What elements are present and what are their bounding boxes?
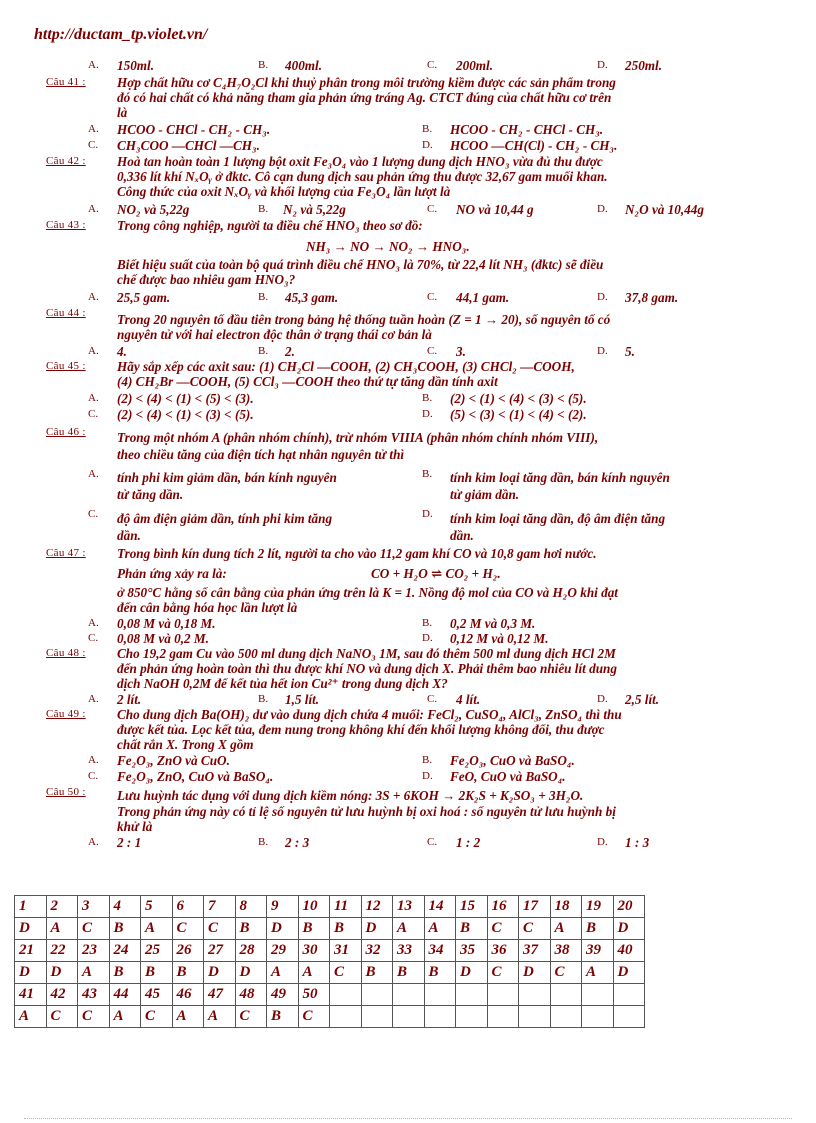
option-letter: C.: [427, 291, 438, 303]
option-letter: B.: [258, 836, 269, 848]
question-text-line: 25,5 gam.: [117, 290, 171, 305]
question-text-line: 0,08 M và 0,18 M.: [117, 616, 216, 631]
question-number-cell: 30: [298, 940, 330, 962]
question-number-cell: 11: [330, 896, 362, 918]
question-number-cell: 33: [393, 940, 425, 962]
answer-cell: A: [109, 1006, 141, 1028]
answer-cell: A: [550, 918, 582, 940]
question-text-line: 2 lít.: [117, 692, 142, 707]
question-number-cell: [487, 984, 519, 1006]
question-number-cell: 20: [613, 896, 645, 918]
question-text-line: 250ml.: [625, 58, 662, 73]
answer-cell: D: [519, 962, 551, 984]
question-number-cell: 24: [109, 940, 141, 962]
question-text-line: 150ml.: [117, 58, 154, 73]
question-text-line: 44,1 gam.: [456, 290, 510, 305]
question-text-line: FeO, CuO và BaSO₄.: [450, 769, 566, 784]
question-text-line: ở 850°C hằng số cân bằng của phản ứng trên là K = 1. Nồng độ mol của CO và H₂O khi đạt: [117, 585, 618, 600]
question-text-line: 2 : 3: [285, 835, 310, 850]
question-text-line: Công thức của oxit NₓOᵧ và khối lượng của Fe₃O₄ lần lượt là: [117, 184, 451, 199]
question-number-cell: [424, 984, 456, 1006]
question-number-cell: 25: [141, 940, 173, 962]
question-number: Câu 47 :: [46, 547, 86, 559]
question-number-cell: 47: [204, 984, 236, 1006]
question-text-line: NO và 10,44 g: [456, 202, 534, 217]
option-letter: A.: [88, 291, 99, 303]
question-number-cell: 36: [487, 940, 519, 962]
option-letter: A.: [88, 754, 99, 766]
question-number-cell: 45: [141, 984, 173, 1006]
question-number-cell: 27: [204, 940, 236, 962]
question-text-line: Fe₂O₃, ZnO và CuO.: [117, 753, 230, 768]
question-number-cell: 46: [172, 984, 204, 1006]
answer-cell: A: [141, 918, 173, 940]
question-text-line: 4 lít.: [456, 692, 481, 707]
question-text-line: (2) < (4) < (1) < (5) < (3).: [117, 391, 254, 406]
question-text-line: độ âm điện giảm dần, tính phi kim tăng: [117, 511, 333, 526]
question-text-line: Phản ứng xảy ra là:: [117, 566, 227, 581]
question-number-cell: 9: [267, 896, 299, 918]
question-number: Câu 50 :: [46, 786, 86, 798]
answer-cell: A: [393, 918, 425, 940]
answer-cell: D: [235, 962, 267, 984]
question-text-line: HCOO - CHCl - CH₂ - CH₃.: [117, 122, 271, 137]
answer-cell: B: [109, 918, 141, 940]
question-text-line: 37,8 gam.: [625, 290, 679, 305]
site-url-header[interactable]: http://ductam_tp.violet.vn/: [34, 26, 208, 43]
question-number: Câu 41 :: [46, 76, 86, 88]
answer-cell: [613, 1006, 645, 1028]
question-text-line: dần.: [450, 528, 474, 543]
question-number-cell: 28: [235, 940, 267, 962]
question-number-cell: 23: [78, 940, 110, 962]
answer-cell: A: [46, 918, 78, 940]
question-number-cell: 42: [46, 984, 78, 1006]
question-text-line: dịch NaOH 0,2M để kết tủa hết ion Cu²⁺ trong dung dịch X?: [117, 676, 448, 691]
question-text-line: 2.: [285, 344, 295, 359]
question-number: Câu 45 :: [46, 360, 86, 372]
question-text-line: chất rắn X. Trong X gồm: [117, 737, 254, 752]
question-text-line: tính kim loại tăng dần, bán kính nguyên: [450, 470, 670, 485]
answer-cell: D: [613, 962, 645, 984]
answer-cell: C: [235, 1006, 267, 1028]
page-footer-divider: [24, 1118, 792, 1119]
question-number-cell: 7: [204, 896, 236, 918]
question-text-line: Fe₂O₃, ZnO, CuO và BaSO₄.: [117, 769, 274, 784]
question-text-line: tử giảm dần.: [450, 487, 520, 502]
question-text-line: Hợp chất hữu cơ C₄H₇O₂Cl khi thuỷ phân trong môi trường kiềm được các sản phẩm trong: [117, 75, 616, 90]
question-text-line: NO₂ và 5,22g: [117, 202, 190, 217]
answer-cell: B: [141, 962, 173, 984]
question-text-line: nguyên tử với hai electron độc thân ở trạng thái cơ bản là: [117, 327, 432, 342]
option-letter: A.: [88, 345, 99, 357]
question-text-line: 400ml.: [285, 58, 322, 73]
option-letter: D.: [422, 770, 433, 782]
question-number-cell: 22: [46, 940, 78, 962]
answer-cell: C: [487, 962, 519, 984]
answer-letter-row: [15, 962, 645, 984]
question-text-line: tính phi kim giảm dần, bán kính nguyên: [117, 470, 337, 485]
answer-cell: B: [235, 918, 267, 940]
answer-cell: A: [298, 962, 330, 984]
answer-letter-row: [15, 918, 645, 940]
question-text-line: (2) < (1) < (4) < (3) < (5).: [450, 391, 587, 406]
answer-cell: D: [361, 918, 393, 940]
option-letter: B.: [258, 203, 269, 215]
question-text-line: 1,5 lít.: [285, 692, 320, 707]
question-number-cell: 31: [330, 940, 362, 962]
question-number-cell: 15: [456, 896, 488, 918]
answer-cell: B: [267, 1006, 299, 1028]
option-letter: D.: [597, 345, 608, 357]
question-number-cell: 17: [519, 896, 551, 918]
question-text-line: đến phản ứng hoàn toàn thì thu được khí NO và dung dịch X. Phải thêm bao nhiêu lít dung: [117, 661, 617, 676]
question-number-cell: 10: [298, 896, 330, 918]
question-text-line: N₂ và 5,22g: [283, 202, 346, 217]
question-text-line: dần.: [117, 528, 141, 543]
answer-cell: A: [15, 1006, 47, 1028]
question-number: Câu 49 :: [46, 708, 86, 720]
question-number-cell: 21: [15, 940, 47, 962]
question-text-line: Trong công nghiệp, người ta điều chế HNO₃ theo sơ đồ:: [117, 218, 423, 233]
answer-cell: B: [330, 918, 362, 940]
answer-number-row: [15, 896, 645, 918]
question-text-line: đến cân bằng hóa học lần lượt là: [117, 600, 298, 615]
option-letter: C.: [427, 836, 438, 848]
question-text-line: 5.: [625, 344, 635, 359]
answer-cell: A: [78, 962, 110, 984]
question-number-cell: 18: [550, 896, 582, 918]
question-text-line: Trong 20 nguyên tố đầu tiên trong bảng hệ thống tuần hoàn (Z = 1 → 20), số nguyên tố có: [117, 312, 611, 327]
question-number: Câu 48 :: [46, 647, 86, 659]
question-number-cell: [393, 984, 425, 1006]
answer-cell: C: [172, 918, 204, 940]
option-letter: C.: [427, 345, 438, 357]
answer-cell: [519, 1006, 551, 1028]
option-letter: B.: [422, 468, 433, 480]
question-text-line: 2,5 lít.: [625, 692, 660, 707]
question-text-line: 4.: [117, 344, 127, 359]
question-text-line: 2 : 1: [117, 835, 142, 850]
question-number-cell: 2: [46, 896, 78, 918]
question-number-cell: 38: [550, 940, 582, 962]
question-number-cell: 14: [424, 896, 456, 918]
option-letter: A.: [88, 836, 99, 848]
option-letter: C.: [88, 632, 99, 644]
option-letter: B.: [422, 392, 433, 404]
question-number-cell: 39: [582, 940, 614, 962]
answer-cell: B: [424, 962, 456, 984]
question-text-line: (4) CH₂Br —COOH, (5) CCl₃ —COOH theo thứ tự tăng dần tính axit: [117, 374, 498, 389]
answer-cell: D: [613, 918, 645, 940]
question-text-line: tử tăng dần.: [117, 487, 184, 502]
option-letter: A.: [88, 59, 99, 71]
question-number: Câu 42 :: [46, 155, 86, 167]
answer-cell: B: [109, 962, 141, 984]
answer-cell: A: [424, 918, 456, 940]
option-letter: A.: [88, 693, 99, 705]
question-number-cell: [361, 984, 393, 1006]
answer-cell: D: [204, 962, 236, 984]
answer-cell: C: [487, 918, 519, 940]
answer-cell: D: [456, 962, 488, 984]
answer-cell: C: [519, 918, 551, 940]
question-number-cell: [613, 984, 645, 1006]
answer-cell: [424, 1006, 456, 1028]
option-letter: A.: [88, 392, 99, 404]
option-letter: C.: [427, 203, 438, 215]
answer-cell: C: [141, 1006, 173, 1028]
answer-cell: D: [46, 962, 78, 984]
question-text-line: NH₃ → NO → NO₂ → HNO₃.: [306, 239, 470, 254]
question-number-cell: 5: [141, 896, 173, 918]
answer-cell: C: [330, 962, 362, 984]
question-text-line: chế được bao nhiêu gam HNO₃?: [117, 272, 296, 287]
answer-cell: [361, 1006, 393, 1028]
question-number-cell: 49: [267, 984, 299, 1006]
question-number-cell: 26: [172, 940, 204, 962]
option-letter: C.: [427, 693, 438, 705]
option-letter: B.: [422, 754, 433, 766]
question-number-cell: 12: [361, 896, 393, 918]
question-text-line: CH₃COO —CHCl —CH₃.: [117, 138, 260, 153]
option-letter: D.: [597, 203, 608, 215]
question-text-line: CO + H₂O ⇌ CO₂ + H₂.: [371, 566, 501, 581]
question-text-line: Biết hiệu suất của toàn bộ quá trình điều chế HNO₃ là 70%, từ 22,4 lít NH₃ (đktc) sẽ điều: [117, 257, 604, 272]
answer-cell: B: [393, 962, 425, 984]
question-text-line: (2) < (4) < (1) < (3) < (5).: [117, 407, 254, 422]
question-text-line: Fe₂O₃, CuO và BaSO₄.: [450, 753, 575, 768]
answer-cell: [582, 1006, 614, 1028]
question-text-line: 200ml.: [456, 58, 493, 73]
question-text-line: 0,336 lít khí NₓOᵧ ở đktc. Cô cạn dung dịch sau phản ứng thu được 32,67 gam muối khan.: [117, 169, 608, 184]
question-number-cell: 43: [78, 984, 110, 1006]
option-letter: A.: [88, 617, 99, 629]
question-text-line: khử là: [117, 819, 153, 834]
option-letter: C.: [88, 139, 99, 151]
answer-cell: C: [46, 1006, 78, 1028]
question-number-cell: 34: [424, 940, 456, 962]
question-text-line: là: [117, 105, 128, 120]
answer-cell: B: [172, 962, 204, 984]
question-text-line: 0,12 M và 0,12 M.: [450, 631, 549, 646]
question-number-cell: 32: [361, 940, 393, 962]
answer-cell: C: [550, 962, 582, 984]
question-number-cell: 1: [15, 896, 47, 918]
question-text-line: Cho 19,2 gam Cu vào 500 ml dung dịch NaNO₃ 1M, sau đó thêm 500 ml dung dịch HCl 2M: [117, 646, 616, 661]
answer-cell: A: [267, 962, 299, 984]
question-number-cell: 48: [235, 984, 267, 1006]
question-text-line: HCOO —CH(Cl) - CH₂ - CH₃.: [450, 138, 618, 153]
answer-cell: D: [267, 918, 299, 940]
answer-cell: C: [78, 1006, 110, 1028]
option-letter: D.: [422, 508, 433, 520]
question-number-cell: 8: [235, 896, 267, 918]
option-letter: B.: [258, 291, 269, 303]
question-number-cell: 41: [15, 984, 47, 1006]
option-letter: D.: [422, 408, 433, 420]
question-text-line: Trong bình kín dung tích 2 lít, người ta cho vào 11,2 gam khí CO và 10,8 gam hơi nước.: [117, 546, 597, 561]
question-text-line: Hãy sắp xếp các axit sau: (1) CH₂Cl —COOH, (2) CH₃COOH, (3) CHCl₂ —COOH,: [117, 359, 575, 374]
answer-cell: C: [78, 918, 110, 940]
option-letter: A.: [88, 123, 99, 135]
option-letter: D.: [422, 632, 433, 644]
option-letter: B.: [422, 123, 433, 135]
question-text-line: HCOO - CH₂ - CHCl - CH₃.: [450, 122, 604, 137]
question-number-cell: [519, 984, 551, 1006]
answer-cell: D: [15, 918, 47, 940]
question-number-cell: [456, 984, 488, 1006]
question-number-cell: 13: [393, 896, 425, 918]
option-letter: B.: [258, 345, 269, 357]
answer-cell: [487, 1006, 519, 1028]
option-letter: A.: [88, 203, 99, 215]
option-letter: D.: [422, 139, 433, 151]
question-number-cell: [550, 984, 582, 1006]
option-letter: A.: [88, 468, 99, 480]
question-text-line: được kết tủa. Lọc kết tủa, đem nung trong không khí đến khối lượng không đổi, thu được: [117, 722, 605, 737]
answer-cell: C: [204, 918, 236, 940]
question-number-cell: 40: [613, 940, 645, 962]
answer-cell: [393, 1006, 425, 1028]
question-text-line: Hoà tan hoàn toàn 1 lượng bột oxit Fe₃O₄ vào 1 lượng dung dịch HNO₃ vừa đủ thu được: [117, 154, 603, 169]
option-letter: D.: [597, 291, 608, 303]
answer-cell: B: [298, 918, 330, 940]
option-letter: D.: [597, 836, 608, 848]
question-number-cell: [582, 984, 614, 1006]
question-text-line: 45,3 gam.: [285, 290, 339, 305]
question-text-line: Trong một nhóm A (phân nhóm chính), trừ nhóm VIIIA (phân nhóm chính nhóm VIII),: [117, 430, 599, 445]
option-letter: D.: [597, 59, 608, 71]
question-text-line: theo chiều tăng của điện tích hạt nhân nguyên tử thì: [117, 447, 405, 462]
question-number-cell: [330, 984, 362, 1006]
question-number-cell: 6: [172, 896, 204, 918]
answer-letter-row: [15, 1006, 645, 1028]
question-text-line: 3.: [456, 344, 466, 359]
answer-number-row: [15, 984, 645, 1006]
question-number-cell: 37: [519, 940, 551, 962]
answer-cell: B: [361, 962, 393, 984]
question-number: Câu 43 :: [46, 219, 86, 231]
answer-cell: [550, 1006, 582, 1028]
option-letter: C.: [88, 508, 99, 520]
answer-cell: B: [582, 918, 614, 940]
question-number: Câu 44 :: [46, 307, 86, 319]
option-letter: B.: [258, 59, 269, 71]
question-text-line: Trong phản ứng này có tỉ lệ số nguyên tử lưu huỳnh bị oxi hoá : số nguyên tử lưu huỳnh bị: [117, 804, 616, 819]
answer-key-table: [14, 895, 645, 1028]
question-text-line: đó có hai chất có khả năng tham gia phản ứng tráng Ag. CTCT đúng của chất hữu cơ trên: [117, 90, 612, 105]
answer-cell: D: [15, 962, 47, 984]
question-text-line: 1 : 3: [625, 835, 650, 850]
answer-cell: A: [582, 962, 614, 984]
question-number-cell: 3: [78, 896, 110, 918]
question-number: Câu 46 :: [46, 426, 86, 438]
option-letter: D.: [597, 693, 608, 705]
answer-cell: A: [204, 1006, 236, 1028]
question-text-line: Lưu huỳnh tác dụng với dung dịch kiềm nóng: 3S + 6KOH → 2K₂S + K₂SO₃ + 3H₂O.: [117, 788, 584, 803]
question-number-cell: 16: [487, 896, 519, 918]
question-number-cell: 44: [109, 984, 141, 1006]
answer-cell: C: [298, 1006, 330, 1028]
answer-cell: [456, 1006, 488, 1028]
question-text-line: 1 : 2: [456, 835, 481, 850]
question-number-cell: 29: [267, 940, 299, 962]
option-letter: B.: [258, 693, 269, 705]
question-text-line: (5) < (3) < (1) < (4) < (2).: [450, 407, 587, 422]
question-number-cell: 19: [582, 896, 614, 918]
option-letter: C.: [88, 408, 99, 420]
question-text-line: Cho dung dịch Ba(OH)₂ dư vào dung dịch chứa 4 muối: FeCl₂, CuSO₄, AlCl₃, ZnSO₄ thì thu: [117, 707, 622, 722]
option-letter: C.: [88, 770, 99, 782]
answer-cell: A: [172, 1006, 204, 1028]
answer-cell: [330, 1006, 362, 1028]
question-number-cell: 50: [298, 984, 330, 1006]
option-letter: C.: [427, 59, 438, 71]
question-text-line: 0,08 M và 0,2 M.: [117, 631, 209, 646]
question-number-cell: 35: [456, 940, 488, 962]
option-letter: B.: [422, 617, 433, 629]
question-text-line: N₂O và 10,44g: [625, 202, 704, 217]
question-number-cell: 4: [109, 896, 141, 918]
answer-cell: B: [456, 918, 488, 940]
question-text-line: tính kim loại tăng dần, độ âm điện tăng: [450, 511, 666, 526]
answer-number-row: [15, 940, 645, 962]
question-text-line: 0,2 M và 0,3 M.: [450, 616, 536, 631]
